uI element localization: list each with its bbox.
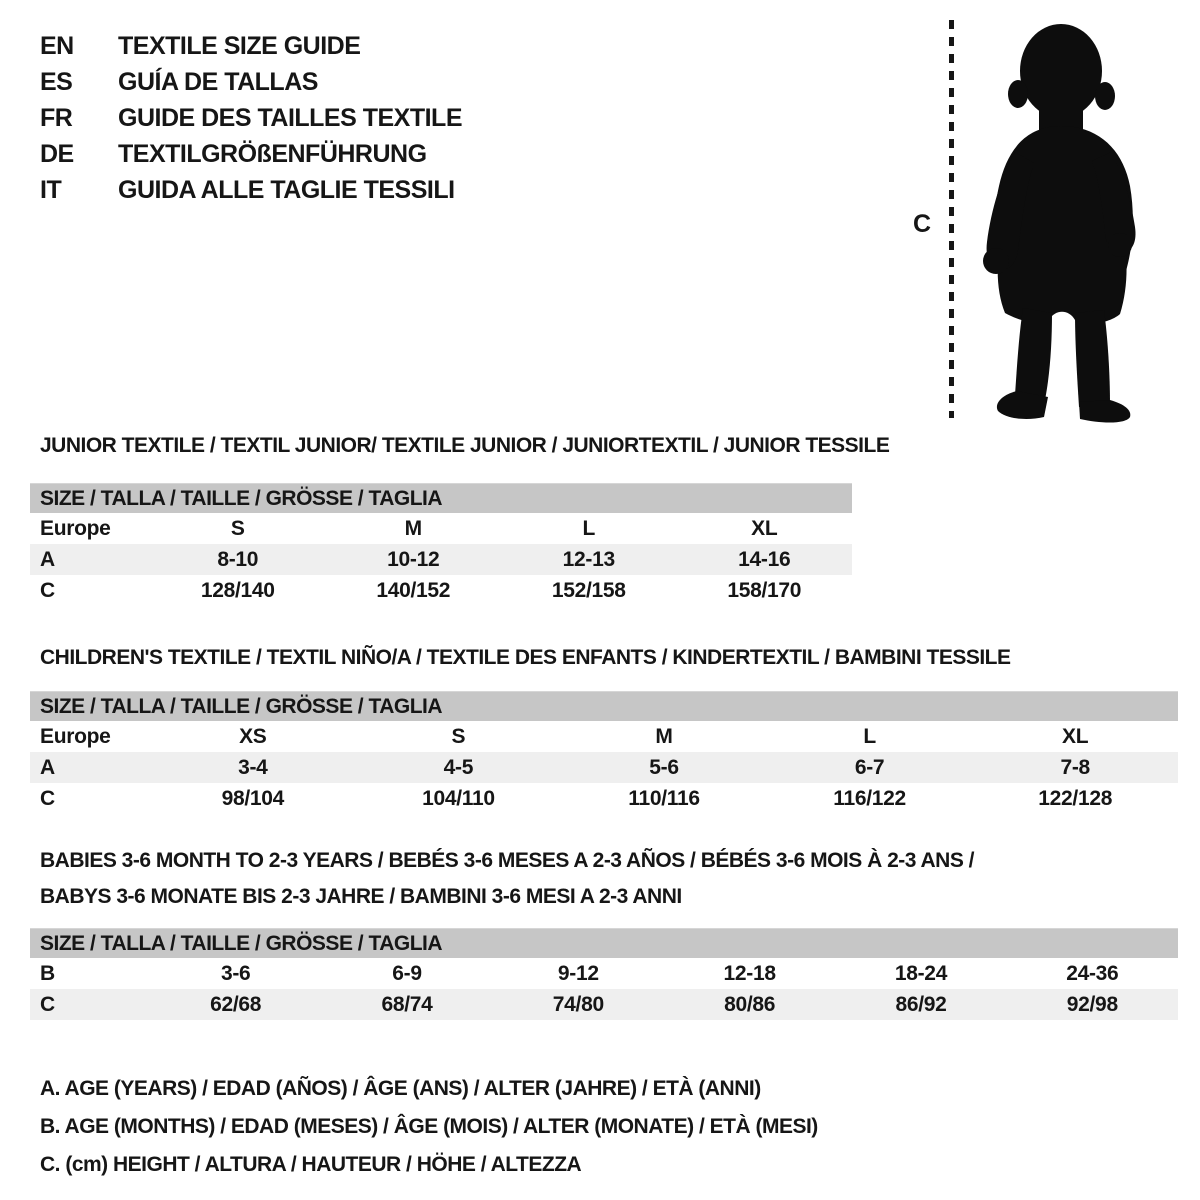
- lang-row-es: [40, 64, 462, 100]
- table-row: [30, 575, 852, 606]
- table-cell: 5-6: [649, 755, 679, 779]
- table-cell: 98/104: [221, 786, 285, 810]
- table-cell: C: [40, 578, 55, 602]
- table-cell: 140/152: [376, 578, 451, 602]
- table-cell: 74/80: [552, 992, 604, 1016]
- table-row: [30, 989, 1178, 1020]
- table-cell: 122/128: [1038, 786, 1113, 810]
- table-cell: S: [451, 724, 466, 748]
- section-title-line1: BABIES 3-6 MONTH TO 2-3 YEARS / BEBÉS 3-6 MESES A 2-3 AÑOS / BÉBÉS 3-6 MOIS À 2-3 ANS /: [40, 849, 975, 872]
- table-cell: XL: [1062, 724, 1089, 748]
- table-cell: 3-6: [220, 961, 251, 985]
- legend-line-c: C. (cm) HEIGHT / ALTURA / HAUTEUR / HÖHE / ALTEZZA: [40, 1153, 582, 1176]
- legend-line-b: B. AGE (MONTHS) / EDAD (MESES) / ÂGE (MOIS) / ALTER (MONATE) / ETÀ (MESI): [40, 1115, 818, 1138]
- table-cell: S: [230, 516, 245, 540]
- table-cell: M: [404, 516, 422, 540]
- table-cell: Europe: [40, 516, 111, 540]
- table-row: [30, 721, 1178, 752]
- table-cell: 116/122: [833, 786, 906, 810]
- table-cell: XL: [751, 516, 778, 540]
- table-row: [30, 958, 1178, 989]
- table-row: [30, 752, 1178, 783]
- table-cell: 62/68: [210, 992, 262, 1016]
- table-cell: 80/86: [724, 992, 776, 1016]
- table-cell: 110/116: [628, 786, 700, 810]
- section-babies-textile: [30, 843, 1178, 1020]
- table-cell: M: [655, 724, 673, 748]
- measure-c-label: C: [913, 210, 932, 238]
- table-cell: 6-9: [392, 961, 422, 985]
- table-cell: 86/92: [895, 992, 947, 1016]
- table-row: [30, 544, 852, 575]
- table-cell: 8-10: [217, 547, 259, 571]
- legend-line-a: A. AGE (YEARS) / EDAD (AÑOS) / ÂGE (ANS) / ALTER (JAHRE) / ETÀ (ANNI): [40, 1077, 761, 1100]
- section-title-line2: BABYS 3-6 MONATE BIS 2-3 JAHRE / BAMBINI 3-6 MESI A 2-3 ANNI: [40, 885, 682, 908]
- table-cell: 152/158: [551, 578, 626, 602]
- lang-code: FR: [40, 103, 73, 132]
- lang-title: TEXTILGRÖßENFÜHRUNG: [118, 139, 427, 168]
- height-dashed-line-icon: [949, 20, 954, 418]
- table-cell: A: [40, 547, 55, 571]
- measure-legend: [40, 1070, 818, 1184]
- lang-code: IT: [40, 175, 62, 204]
- table-cell: Europe: [40, 724, 111, 748]
- table-cell: 6-7: [854, 755, 885, 779]
- table-cell: 104/110: [422, 786, 495, 810]
- lang-code: DE: [40, 139, 74, 168]
- lang-row-de: [40, 136, 462, 172]
- size-header-bar: SIZE / TALLA / TAILLE / GRÖSSE / TAGLIA: [30, 928, 1178, 958]
- height-measure-figure: [905, 12, 1175, 424]
- table-row: [30, 783, 1178, 814]
- table-cell: C: [40, 992, 55, 1016]
- table-row: [30, 513, 852, 544]
- table-cell: 158/170: [727, 578, 802, 602]
- section-childrens-textile: [30, 645, 1178, 814]
- table-cell: A: [40, 755, 55, 779]
- section-title: [30, 843, 1178, 915]
- toddler-silhouette-icon: [963, 14, 1168, 424]
- lang-code: ES: [40, 67, 73, 96]
- lang-row-fr: [40, 100, 462, 136]
- table-cell: 68/74: [381, 992, 433, 1016]
- table-cell: L: [582, 516, 596, 540]
- table-cell: 24-36: [1066, 961, 1119, 985]
- lang-title: GUIDE DES TAILLES TEXTILE: [118, 103, 463, 132]
- lang-row-en: [40, 28, 462, 64]
- section-junior-textile: [30, 433, 890, 606]
- table-cell: 18-24: [894, 961, 948, 985]
- table-cell: L: [863, 724, 876, 748]
- table-cell: 10-12: [387, 547, 440, 571]
- table-cell: 9-12: [557, 961, 599, 985]
- lang-code: EN: [40, 31, 74, 60]
- lang-row-it: [40, 172, 462, 208]
- table-cell: 4-5: [443, 755, 474, 779]
- table-cell: 92/98: [1066, 992, 1118, 1016]
- table-cell: 128/140: [200, 578, 275, 602]
- size-header-bar: SIZE / TALLA / TAILLE / GRÖSSE / TAGLIA: [30, 691, 1178, 721]
- table-cell: 7-8: [1060, 755, 1090, 779]
- lang-title: GUÍA DE TALLAS: [118, 67, 318, 96]
- table-cell: 12-18: [723, 961, 776, 985]
- lang-title: TEXTILE SIZE GUIDE: [118, 31, 361, 60]
- section-title: CHILDREN'S TEXTILE / TEXTIL NIÑO/A / TEXTILE DES ENFANTS / KINDERTEXTIL / BAMBINI TESSILE: [40, 646, 1011, 669]
- table-cell: 14-16: [738, 547, 791, 571]
- table-cell: C: [40, 786, 55, 810]
- lang-title: GUIDA ALLE TAGLIE TESSILI: [118, 175, 455, 204]
- table-cell: 3-4: [238, 755, 268, 779]
- section-title: JUNIOR TEXTILE / TEXTIL JUNIOR/ TEXTILE JUNIOR / JUNIORTEXTIL / JUNIOR TESSILE: [40, 434, 890, 457]
- table-cell: B: [40, 961, 55, 985]
- language-title-list: [40, 28, 462, 208]
- table-cell: 12-13: [562, 547, 615, 571]
- table-cell: XS: [239, 724, 267, 748]
- size-header-bar: SIZE / TALLA / TAILLE / GRÖSSE / TAGLIA: [30, 483, 852, 513]
